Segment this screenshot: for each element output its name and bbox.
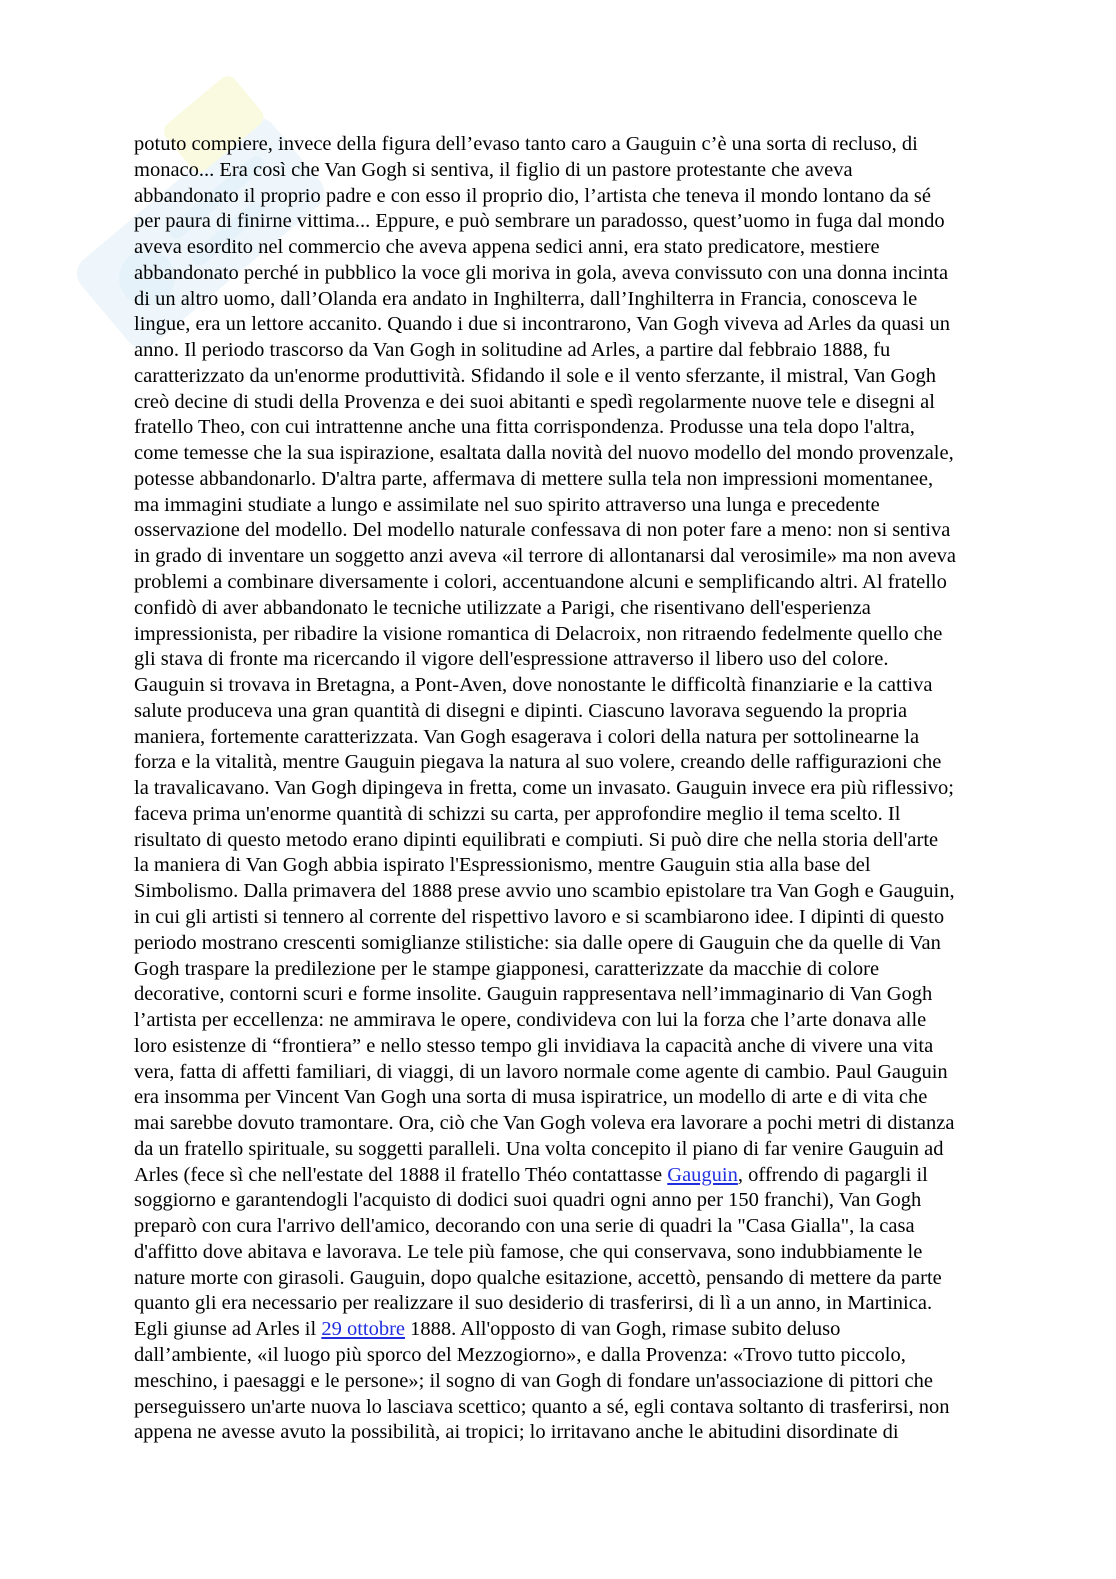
- text-line: era insomma per Vincent Van Gogh una sorta di musa ispiratrice, un modello di arte e di vita che: [134, 1086, 928, 1109]
- text-line: salute produceva una gran quantità di disegni e dipinti. Ciascuno lavorava seguendo la propria: [134, 699, 908, 722]
- text-line: confidò di aver abbandonato le tecniche utilizzate a Parigi, che risentivano dell'esperienza: [134, 596, 871, 619]
- text-line: in cui gli artisti si tennero al corrente del rispettivo lavoro e si scambiarono idee. I dipinti di questo: [134, 905, 945, 928]
- text-line: appena ne avesse avuto la possibilità, ai tropici; lo irritavano anche le abitudini disordinate di: [134, 1421, 899, 1444]
- text-line: decorative, contorni scuri e forme insolite. Gauguin rappresentava nell’immaginario di Van Gogh: [134, 983, 933, 1006]
- text-line: la travalicavano. Van Gogh dipingeva in fretta, come un invasato. Gauguin invece era più riflessivo;: [134, 777, 954, 800]
- text-line: mai sarebbe dovuto tramontare. Ora, ciò che Van Gogh voleva era lavorare a pochi metri di distanza: [134, 1112, 955, 1135]
- text-line: dall’ambiente, «il luogo più sporco del Mezzogiorno», e dalla Provenza: «Trovo tutto piccolo,: [134, 1343, 906, 1366]
- text-line: nature morte con girasoli. Gauguin, dopo qualche esitazione, accettò, pensando di mettere da parte: [134, 1266, 942, 1289]
- text-line: potesse abbandonarlo. D'altra parte, affermava di mettere sulla tela non impressioni momentanee,: [134, 467, 934, 490]
- text-segment: , offrendo di pagargli il: [737, 1163, 928, 1186]
- date-link-29-ottobre[interactable]: 29 ottobre: [321, 1318, 406, 1341]
- text-line: impressionista, per ribadire la visione romantica di Delacroix, non ritraendo fedelmente quello che: [134, 622, 943, 645]
- text-line-with-link: [134, 1163, 1034, 1189]
- text-line: osservazione del modello. Del modello naturale confessava di non poter fare a meno: non si sentiva: [134, 519, 951, 542]
- text-line: potuto compiere, invece della figura dell’evaso tanto caro a Gauguin c’è una sorta di recluso, di: [134, 133, 918, 155]
- text-line: la maniera di Van Gogh abbia ispirato l'Espressionismo, mentre Gauguin stia alla base del: [134, 854, 871, 877]
- text-line: gli stava di fronte ma ricercando il vigore dell'espressione attraverso il libero uso del colore.: [134, 648, 889, 671]
- text-line: problemi a combinare diversamente i colori, accentuandone alcuni e semplificando altri. Al fratello: [134, 571, 947, 594]
- text-line: di un altro uomo, dall’Olanda era andato in Inghilterra, dall’Inghilterra in Francia, conosceva le: [134, 287, 918, 310]
- text-line: d'affitto dove abitava e lavorava. Le tele più famose, che qui conservava, sono indubbiamente le: [134, 1240, 923, 1263]
- text-line: Gauguin si trovava in Bretagna, a Pont-Aven, dove nonostante le difficoltà finanziarie e la cattiva: [134, 674, 933, 697]
- text-line: in grado di inventare un soggetto anzi aveva «il terrore di allontanarsi dal verosimile» ma non aveva: [134, 545, 957, 568]
- text-line: anno. Il periodo trascorso da Van Gogh in solitudine ad Arles, a partire dal febbraio 1888, fu: [134, 339, 891, 362]
- text-line: Gogh traspare la predilezione per le stampe giapponesi, caratterizzate da macchie di colore: [134, 957, 880, 980]
- text-segment: Egli giunse ad Arles il: [134, 1318, 322, 1341]
- text-line: caratterizzato da un'enorme produttività. Sfidando il sole e il vento sferzante, il mistral, Van Gogh: [134, 364, 937, 387]
- text-line: risultato di questo metodo erano dipinti equilibrati e compiuti. Si può dire che nella storia dell'arte: [134, 828, 939, 851]
- text-line: preparò con cura l'arrivo dell'amico, decorando con una serie di quadri la "Casa Gialla", la casa: [134, 1215, 915, 1238]
- text-line: maniera, fortemente caratterizzata. Van Gogh esagerava i colori della natura per sottolinearne la: [134, 725, 920, 748]
- text-line: soggiorno e garantendogli l'acquisto di dodici suoi quadri ogni anno per 150 franchi), Van Gogh: [134, 1189, 922, 1212]
- text-line: quanto gli era necessario per realizzare il suo desiderio di trasferirsi, di lì a un anno, in Martinica.: [134, 1292, 933, 1315]
- text-line-with-link: [134, 1317, 1034, 1343]
- text-line: aveva esordito nel commercio che aveva appena sedici anni, era stato predicatore, mestiere: [134, 236, 880, 259]
- text-line: vera, fatta di affetti familiari, di viaggi, di un lavoro normale come agente di cambio. Paul Gauguin: [134, 1060, 948, 1083]
- gauguin-link[interactable]: Gauguin: [667, 1163, 738, 1186]
- text-line: periodo mostrano crescenti somiglianze stilistiche: sia dalle opere di Gauguin che da quelle di Van: [134, 931, 941, 954]
- text-line: fratello Theo, con cui intrattenne anche una fitta corrispondenza. Produsse una tela dopo l'altra,: [134, 416, 915, 439]
- text-line: Simbolismo. Dalla primavera del 1888 prese avvio uno scambio epistolare tra Van Gogh e Gauguin,: [134, 880, 955, 903]
- text-line: come temesse che la sua ispirazione, esaltata dalla novità del nuovo modello del mondo provenzale,: [134, 442, 954, 465]
- text-line: per paura di finirne vittima... Eppure, e può sembrare un paradosso, quest’uomo in fuga dal mondo: [134, 210, 945, 233]
- text-segment: 1888. All'opposto di van Gogh, rimase subito deluso: [405, 1318, 841, 1341]
- text-line: l’artista per eccellenza: ne ammirava le opere, condivideva con lui la forza che l’arte donava alle: [134, 1009, 927, 1032]
- text-line: lingue, era un lettore accanito. Quando i due si incontrarono, Van Gogh viveva ad Arles da quasi un: [134, 313, 950, 336]
- text-segment: Arles (fece sì che nell'estate del 1888 il fratello Théo contattasse: [134, 1163, 668, 1186]
- text-line: loro esistenze di “frontiera” e nello stesso tempo gli invidiava la capacità anche di vivere una vita: [134, 1034, 934, 1057]
- text-line: forza e la vitalità, mentre Gauguin piegava la natura al suo volere, creando delle raffigurazioni che: [134, 751, 942, 774]
- text-line: abbandonato perché in pubblico la voce gli moriva in gola, aveva convissuto con una donna incinta: [134, 261, 949, 284]
- text-line: da un fratello spirituale, su soggetti paralleli. Una volta concepito il piano di far venire Gauguin ad: [134, 1137, 944, 1160]
- document-page: [134, 132, 1034, 1446]
- text-line: faceva prima un'enorme quantità di schizzi su carta, per approfondire meglio il tema scelto. Il: [134, 802, 901, 825]
- text-line: monaco... Era così che Van Gogh si sentiva, il figlio di un pastore protestante che aveva: [134, 158, 853, 181]
- text-line: creò decine di studi della Provenza e dei suoi abitanti e spedì regolarmente nuove tele e disegni al: [134, 390, 935, 413]
- text-line: perseguissero un'arte nuova lo lasciava scettico; quanto a sé, egli contava soltanto di trasferirsi, non: [134, 1395, 950, 1418]
- text-line: meschino, i paesaggi e le persone»; il sogno di van Gogh di fondare un'associazione di pittori che: [134, 1369, 933, 1392]
- text-line: abbandonato il proprio padre e con esso il proprio dio, l’artista che teneva il mondo lontano da sé: [134, 184, 931, 207]
- text-line: ma immagini studiate a lungo e assimilate nel suo spirito attraverso una lunga e precedente: [134, 493, 880, 516]
